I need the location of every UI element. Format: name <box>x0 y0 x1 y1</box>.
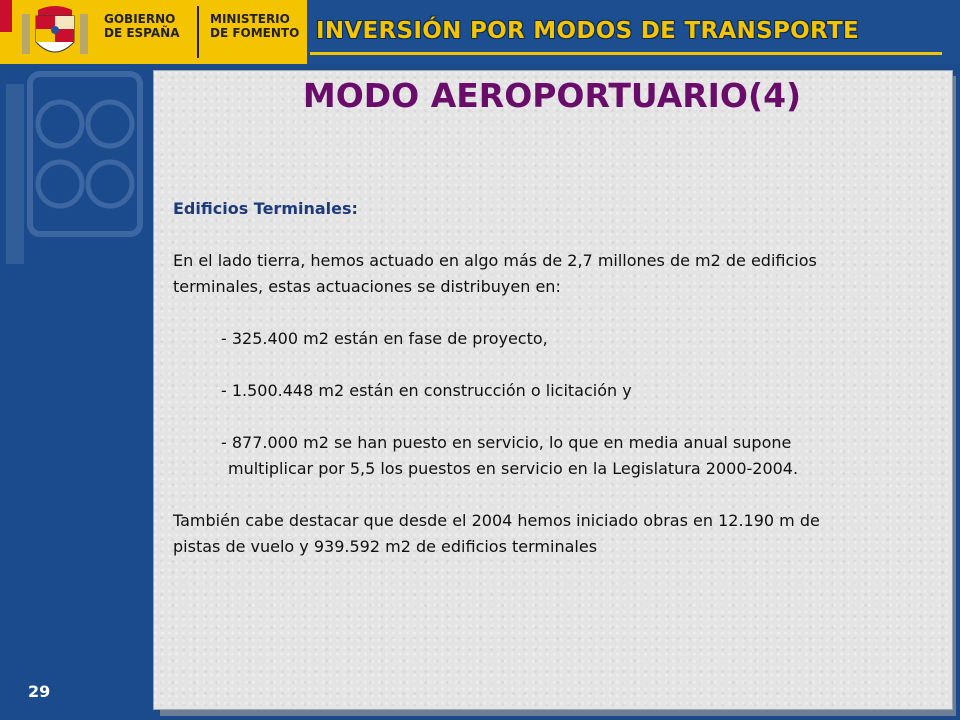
section-heading: Edificios Terminales: <box>173 199 358 218</box>
slide-title: MODO AEROPORTUARIO(4) <box>302 76 802 115</box>
spacer <box>173 222 943 248</box>
coat-of-arms-watermark-icon <box>0 64 148 284</box>
logo-divider <box>197 6 199 58</box>
bullet-project: - 325.400 m2 están en fase de proyecto, <box>221 329 548 348</box>
spacer <box>173 482 943 508</box>
sidebar <box>0 64 148 720</box>
government-name <box>104 12 190 40</box>
gov-line-1: GOBIERNO <box>104 12 176 26</box>
intro-line-2: terminales, estas actuaciones se distribuyen en: <box>173 277 561 296</box>
spacer <box>173 300 943 326</box>
gov-line-2: DE ESPAÑA <box>104 26 180 40</box>
intro-line-1: En el lado tierra, hemos actuado en algo más de 2,7 millones de m2 de edificios <box>173 251 817 270</box>
spain-flag-strip <box>0 0 12 64</box>
page-number: 29 <box>28 682 51 701</box>
slide-body <box>173 196 943 560</box>
header-underline <box>310 52 942 55</box>
closing-line-2: pistas de vuelo y 939.592 m2 de edificios terminales <box>173 537 598 556</box>
bullet-service-line-2: multiplicar por 5,5 los puestos en servicio en la Legislatura 2000-2004. <box>228 459 799 478</box>
government-logo <box>0 0 307 64</box>
closing-line-1: También cabe destacar que desde el 2004 hemos iniciado obras en 12.190 m de <box>173 511 820 530</box>
min-line-1: MINISTERIO <box>210 12 290 26</box>
ministry-name <box>210 12 306 40</box>
coat-of-arms-icon <box>18 4 92 62</box>
spacer <box>173 352 943 378</box>
min-line-2: DE FOMENTO <box>210 26 300 40</box>
bullet-service-line-1: - 877.000 m2 se han puesto en servicio, lo que en media anual supone <box>221 433 792 452</box>
spacer <box>173 404 943 430</box>
bullet-construction: - 1.500.448 m2 están en construcción o licitación y <box>221 381 632 400</box>
header-title: INVERSIÓN POR MODOS DE TRANSPORTE <box>316 18 859 44</box>
header-bar <box>0 0 960 64</box>
